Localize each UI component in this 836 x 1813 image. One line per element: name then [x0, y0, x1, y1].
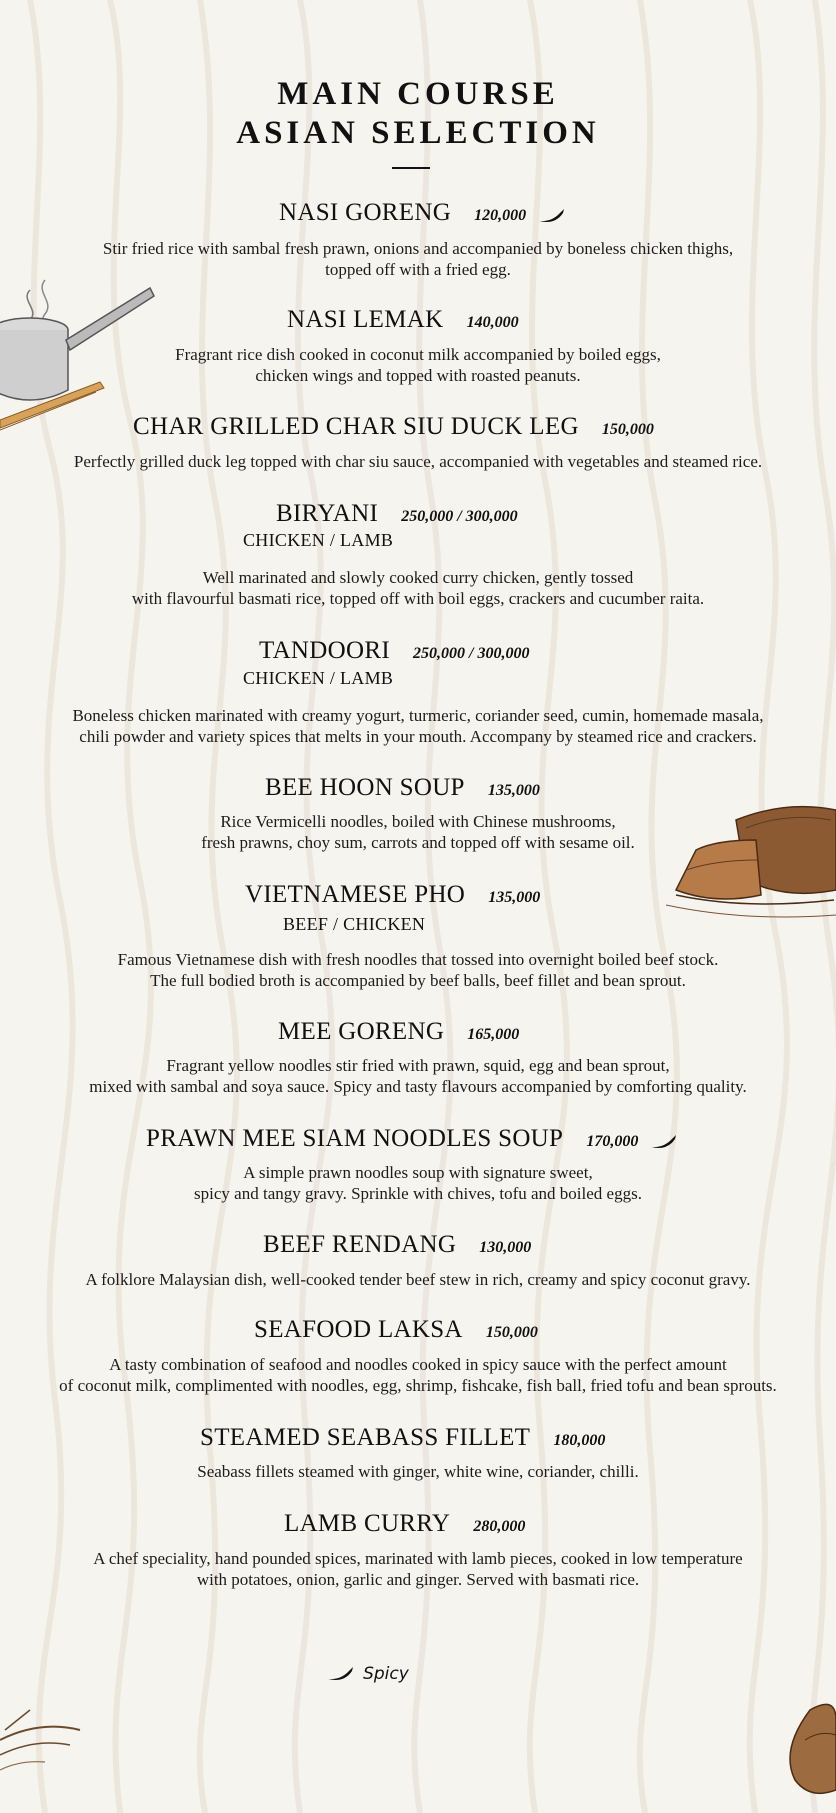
- item-name: NASI LEMAK: [287, 306, 444, 333]
- item-description: Well marinated and slowly cooked curry chicken, gently tossed with flavourful basmati rice, topped off with boil eggs, crackers and cucumber raita.: [131, 568, 705, 608]
- item-price: 165,000: [467, 1026, 520, 1043]
- item-price: 150,000: [601, 421, 654, 438]
- item-price: 140,000: [466, 314, 519, 331]
- item-name: TANDOORI: [259, 637, 390, 664]
- item-description: Boneless chicken marinated with creamy yogurt, turmeric, coriander seed, cumin, homemade masala, chili powder and variety spices that melts in your mouth. Accompany by steamed rice and crackers.: [72, 706, 764, 746]
- item-name: BIRYANI: [276, 500, 379, 527]
- item-description: A tasty combination of seafood and noodles cooked in spicy sauce with the perfect amount of coconut milk, complimented with noodles, egg, shrimp, fishcake, fish ball, fried tofu and bean sprouts.: [59, 1355, 777, 1395]
- item-subtitle: CHICKEN / LAMB: [243, 668, 394, 688]
- item-subtitle: BEEF / CHICKEN: [283, 914, 426, 934]
- title-divider: [392, 167, 430, 169]
- item-description: Famous Vietnamese dish with fresh noodles that tossed into overnight boiled beef stock. The full bodied broth is accompanied by beef balls, beef fillet and bean sprout.: [117, 950, 719, 990]
- item-description: A chef speciality, hand pounded spices, marinated with lamb pieces, cooked in low temperature with potatoes, onion, garlic and ginger. Served with basmati rice.: [93, 1549, 743, 1589]
- item-price: 120,000: [474, 207, 527, 224]
- item-price: 135,000: [487, 782, 540, 799]
- item-name: LAMB CURRY: [284, 1510, 451, 1537]
- chili-pepper-icon: [649, 1134, 677, 1150]
- item-description: Seabass fillets steamed with ginger, white wine, coriander, chilli.: [197, 1462, 639, 1481]
- chili-pepper-icon: [537, 208, 565, 224]
- item-price: 150,000: [485, 1324, 538, 1341]
- item-name: STEAMED SEABASS FILLET: [200, 1424, 531, 1451]
- item-name: VIETNAMESE PHO: [245, 881, 466, 908]
- item-price: 250,000 / 300,000: [401, 508, 518, 525]
- item-name: SEAFOOD LAKSA: [254, 1316, 463, 1343]
- item-name: NASI GORENG: [279, 199, 452, 226]
- item-price: 250,000 / 300,000: [413, 645, 530, 662]
- item-subtitle: CHICKEN / LAMB: [243, 530, 394, 550]
- item-price: 130,000: [479, 1239, 532, 1256]
- item-description: A folklore Malaysian dish, well-cooked tender beef stew in rich, creamy and spicy coconut gravy.: [85, 1270, 751, 1289]
- item-price: 135,000: [488, 889, 541, 906]
- item-name: CHAR GRILLED CHAR SIU DUCK LEG: [133, 413, 579, 440]
- item-name: BEEF RENDANG: [263, 1231, 457, 1258]
- item-description: Stir fried rice with sambal fresh prawn, onions and accompanied by boneless chicken thighs, topped off with a fried egg.: [102, 239, 734, 279]
- item-name: MEE GORENG: [278, 1018, 445, 1045]
- item-description: Fragrant yellow noodles stir fried with prawn, squid, egg and bean sprout, mixed with sambal and soya sauce. Spicy and tasty flavours accompanied by comforting quality.: [89, 1056, 747, 1096]
- item-price: 180,000: [553, 1432, 606, 1449]
- chili-pepper-icon: [326, 1666, 354, 1682]
- legend-label: Spicy: [363, 1663, 409, 1684]
- item-description: A simple prawn noodles soup with signature sweet, spicy and tangy gravy. Sprinkle with chives, tofu and boiled eggs.: [194, 1163, 642, 1203]
- page-title-line2: ASIAN SELECTION: [236, 115, 600, 151]
- item-price: 170,000: [586, 1133, 639, 1150]
- item-description: Fragrant rice dish cooked in coconut milk accompanied by boiled eggs, chicken wings and topped with roasted peanuts.: [175, 345, 661, 385]
- item-name: BEE HOON SOUP: [265, 774, 465, 801]
- item-name: PRAWN MEE SIAM NOODLES SOUP: [146, 1125, 564, 1152]
- item-description: Perfectly grilled duck leg topped with char siu sauce, accompanied with vegetables and steamed rice.: [73, 452, 763, 471]
- item-price: 280,000: [473, 1518, 526, 1535]
- page-title-line1: MAIN COURSE: [277, 76, 559, 112]
- spicy-legend: [326, 1663, 409, 1684]
- item-description: Rice Vermicelli noodles, boiled with Chinese mushrooms, fresh prawns, choy sum, carrots and topped off with sesame oil.: [201, 812, 635, 852]
